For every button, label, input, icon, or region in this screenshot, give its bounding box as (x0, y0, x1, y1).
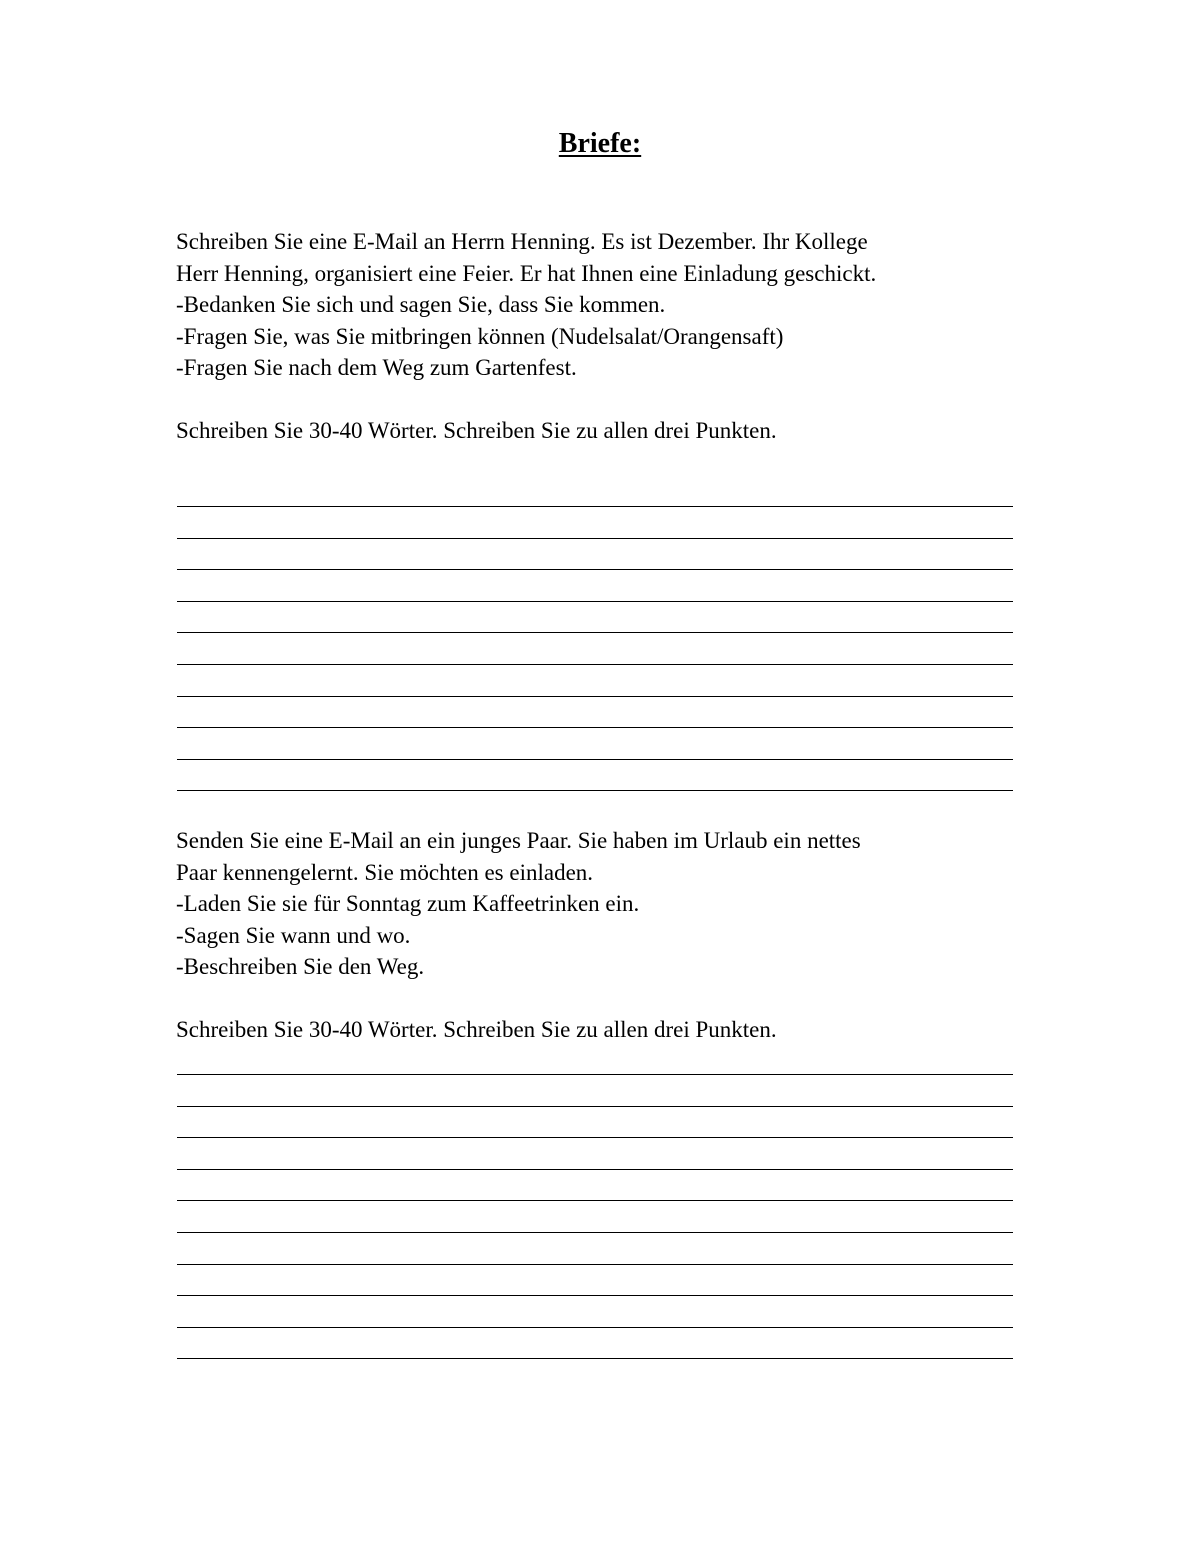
task-1-prompt-line-2: Herr Henning, organisiert eine Feier. Er hat Ihnen eine Einladung geschickt. (176, 260, 877, 286)
task-1-instruction: Schreiben Sie 30-40 Wörter. Schreiben Sie zu allen drei Punkten. (176, 418, 777, 443)
task-2-point-1: -Laden Sie sie für Sonntag zum Kaffeetrinken ein. (176, 891, 640, 916)
page-title: Briefe: (558, 128, 642, 159)
task-1-point-1: -Bedanken Sie sich und sagen Sie, dass Sie kommen. (176, 292, 666, 317)
writing-line[interactable] (177, 727, 1013, 728)
writing-line[interactable] (177, 1327, 1013, 1328)
writing-line[interactable] (177, 1264, 1013, 1265)
task-1-point-2: -Fragen Sie, was Sie mitbringen können (Nudelsalat/Orangensaft) (176, 323, 784, 349)
task-1 (176, 226, 1036, 447)
writing-line[interactable] (177, 1137, 1013, 1138)
writing-line[interactable] (177, 1074, 1013, 1075)
writing-line[interactable] (177, 1232, 1013, 1233)
writing-line[interactable] (177, 601, 1013, 602)
task-2-prompt-line-1: Senden Sie eine E-Mail an ein junges Paar. Sie haben im Urlaub ein nettes (176, 828, 861, 853)
task-1-prompt-line-1: Schreiben Sie eine E-Mail an Herrn Henning. Es ist Dezember. Ihr Kollege (176, 229, 868, 254)
spacer (176, 983, 1036, 1015)
task-2 (176, 825, 1036, 1046)
task-2-prompt-line-2: Paar kennengelernt. Sie möchten es einladen. (176, 859, 594, 885)
writing-line[interactable] (177, 696, 1013, 697)
writing-line[interactable] (177, 1169, 1013, 1170)
writing-line[interactable] (177, 1106, 1013, 1107)
writing-line[interactable] (177, 1200, 1013, 1201)
writing-line[interactable] (177, 664, 1013, 665)
writing-line[interactable] (177, 506, 1013, 507)
writing-line[interactable] (177, 538, 1013, 539)
task-2-instruction: Schreiben Sie 30-40 Wörter. Schreiben Sie zu allen drei Punkten. (176, 1017, 777, 1042)
task-1-point-3: -Fragen Sie nach dem Weg zum Gartenfest. (176, 355, 577, 380)
writing-line[interactable] (177, 569, 1013, 570)
writing-line[interactable] (177, 632, 1013, 633)
task-2-point-2: -Sagen Sie wann und wo. (176, 922, 411, 948)
writing-line[interactable] (177, 759, 1013, 760)
task-2-point-3: -Beschreiben Sie den Weg. (176, 954, 425, 979)
writing-line[interactable] (177, 790, 1013, 791)
writing-line[interactable] (177, 1358, 1013, 1359)
spacer (176, 384, 1036, 416)
writing-line[interactable] (177, 1295, 1013, 1296)
